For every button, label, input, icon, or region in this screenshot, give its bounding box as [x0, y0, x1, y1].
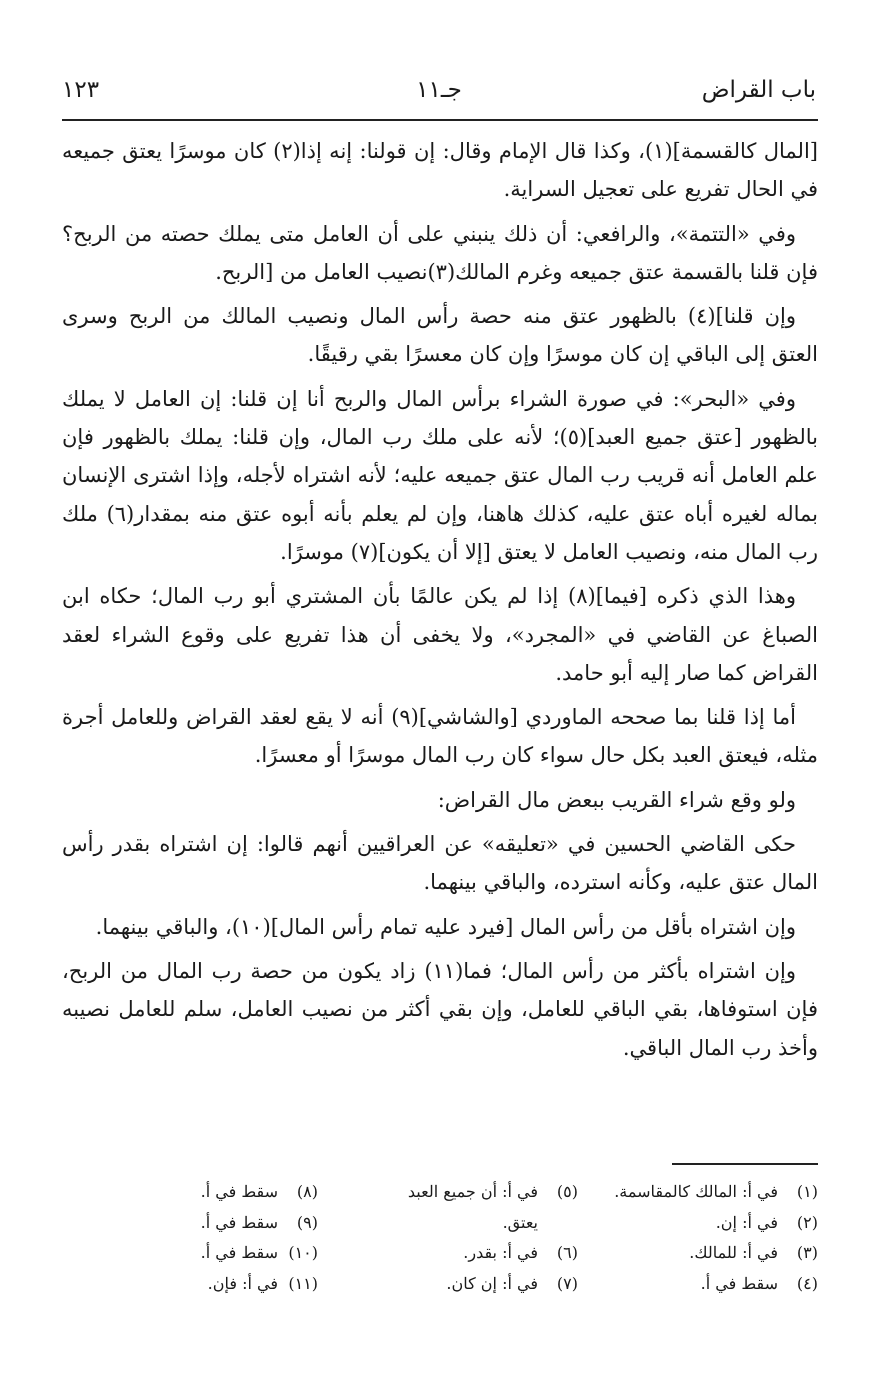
footnote: (٢)في أ: إن. — [715, 1212, 818, 1232]
paragraph: أما إذا قلنا بما صححه الماوردي [والشاشي](٩) أنه لا يقع لعقد القراض وللعامل أجرة مثله، فيعتق العبد بكل حال سواء كان رب المال موسرًا أو معسرًا. — [62, 705, 818, 768]
paragraph: حكى القاضي الحسين في «تعليقه» عن العراقيين أنهم قالوا: إن اشتراه بقدر رأس المال عتق عليه، وكأنه استرده، والباقي بينهما. — [62, 832, 818, 895]
paragraph: وفي «التتمة»، والرافعي: أن ذلك ينبني على أن العامل متى يملك حصته من الربح؟ فإن قلنا بالقسمة عتق جميعه وغرم المالك(٣)نصيب العامل من [الربح. — [62, 221, 818, 284]
footnote-divider — [672, 1163, 818, 1165]
footnote: (٩)سقط في أ. — [200, 1212, 318, 1232]
footnote: يعتق. — [502, 1212, 538, 1232]
paragraph: وإن قلنا](٤) بالظهور عتق منه حصة رأس المال ونصيب المالك من الربح وسرى العتق إلى الباقي إن كان موسرًا وإن كان معسرًا بقي رقيقًا. — [62, 304, 818, 367]
main-text — [62, 132, 818, 1073]
footnote-column-2 — [338, 1177, 578, 1299]
footnote: (١١)في أ: فإن. — [207, 1273, 318, 1293]
header-divider — [62, 119, 818, 121]
paragraph: وإن اشتراه بأكثر من رأس المال؛ فما(١١) زاد يكون من حصة رب المال من الربح، فإن استوفاها، بقي الباقي للعامل، وإن بقي أكثر من نصيب العامل، سلم للعامل نصيبه وأخذ رب المال الباقي. — [62, 958, 818, 1060]
paragraph: وإن اشتراه بأقل من رأس المال [فيرد عليه تمام رأس المال](١٠)، والباقي بينهما. — [95, 914, 796, 939]
footnote-column-3 — [100, 1177, 318, 1299]
running-header — [62, 70, 816, 110]
footnote: (٨)سقط في أ. — [200, 1182, 318, 1201]
footnote: (٦)في أ: بقدر. — [463, 1243, 578, 1262]
footnote: (٤)سقط في أ. — [700, 1273, 818, 1293]
volume-label: جـ١١ — [416, 77, 462, 103]
footnote-column-1 — [598, 1177, 818, 1299]
paragraph: ولو وقع شراء القريب ببعض مال القراض: — [437, 787, 796, 812]
footnote: (٧)في أ: إن كان. — [446, 1273, 578, 1293]
chapter-title: باب القراض — [701, 77, 816, 103]
paragraph: [المال كالقسمة](١)، وكذا قال الإمام وقال: إن قولنا: إنه إذا(٢) كان موسرًا يعتق جميعه في الحال تفريع على تعجيل السراية. — [62, 139, 818, 202]
footnote: (٥)في أ: أن جميع العبد — [407, 1182, 578, 1201]
page-number: ١٢٣ — [62, 77, 100, 103]
paragraph: وفي «البحر»: في صورة الشراء برأس المال والربح أنا إن قلنا: إن العامل لا يملك بالظهور [عتق جميع العبد](٥)؛ لأنه على ملك رب المال، وإن قلنا: يملك بالظهور فإن علم العامل أنه قريب رب المال عتق جميعه عليه؛ لأنه اشتراه لأجله، وإذا اشترى الإنسان بماله لغيره أباه عتق عليه، كذلك هاهنا، وإن لم يعلم بأنه أبوه عتق منه بمقدار(٦) ملك رب المال منه، ونصيب العامل لا يعتق [إلا أن يكون](٧) موسرًا. — [62, 386, 818, 564]
footnote: (١)في أ: المالك كالمقاسمة. — [614, 1182, 818, 1201]
footnote: (٣)في أ: للمالك. — [689, 1243, 818, 1262]
paragraph: وهذا الذي ذكره [فيما](٨) إذا لم يكن عالمًا بأن المشتري أبو رب المال؛ حكاه ابن الصباغ عن القاضي في «المجرد»، ولا يخفى أن هذا تفريع على وقوع الشراء لعقد القراض كما صار إليه أبو حامد. — [62, 584, 818, 685]
footnote: (١٠)سقط في أ. — [200, 1243, 318, 1262]
